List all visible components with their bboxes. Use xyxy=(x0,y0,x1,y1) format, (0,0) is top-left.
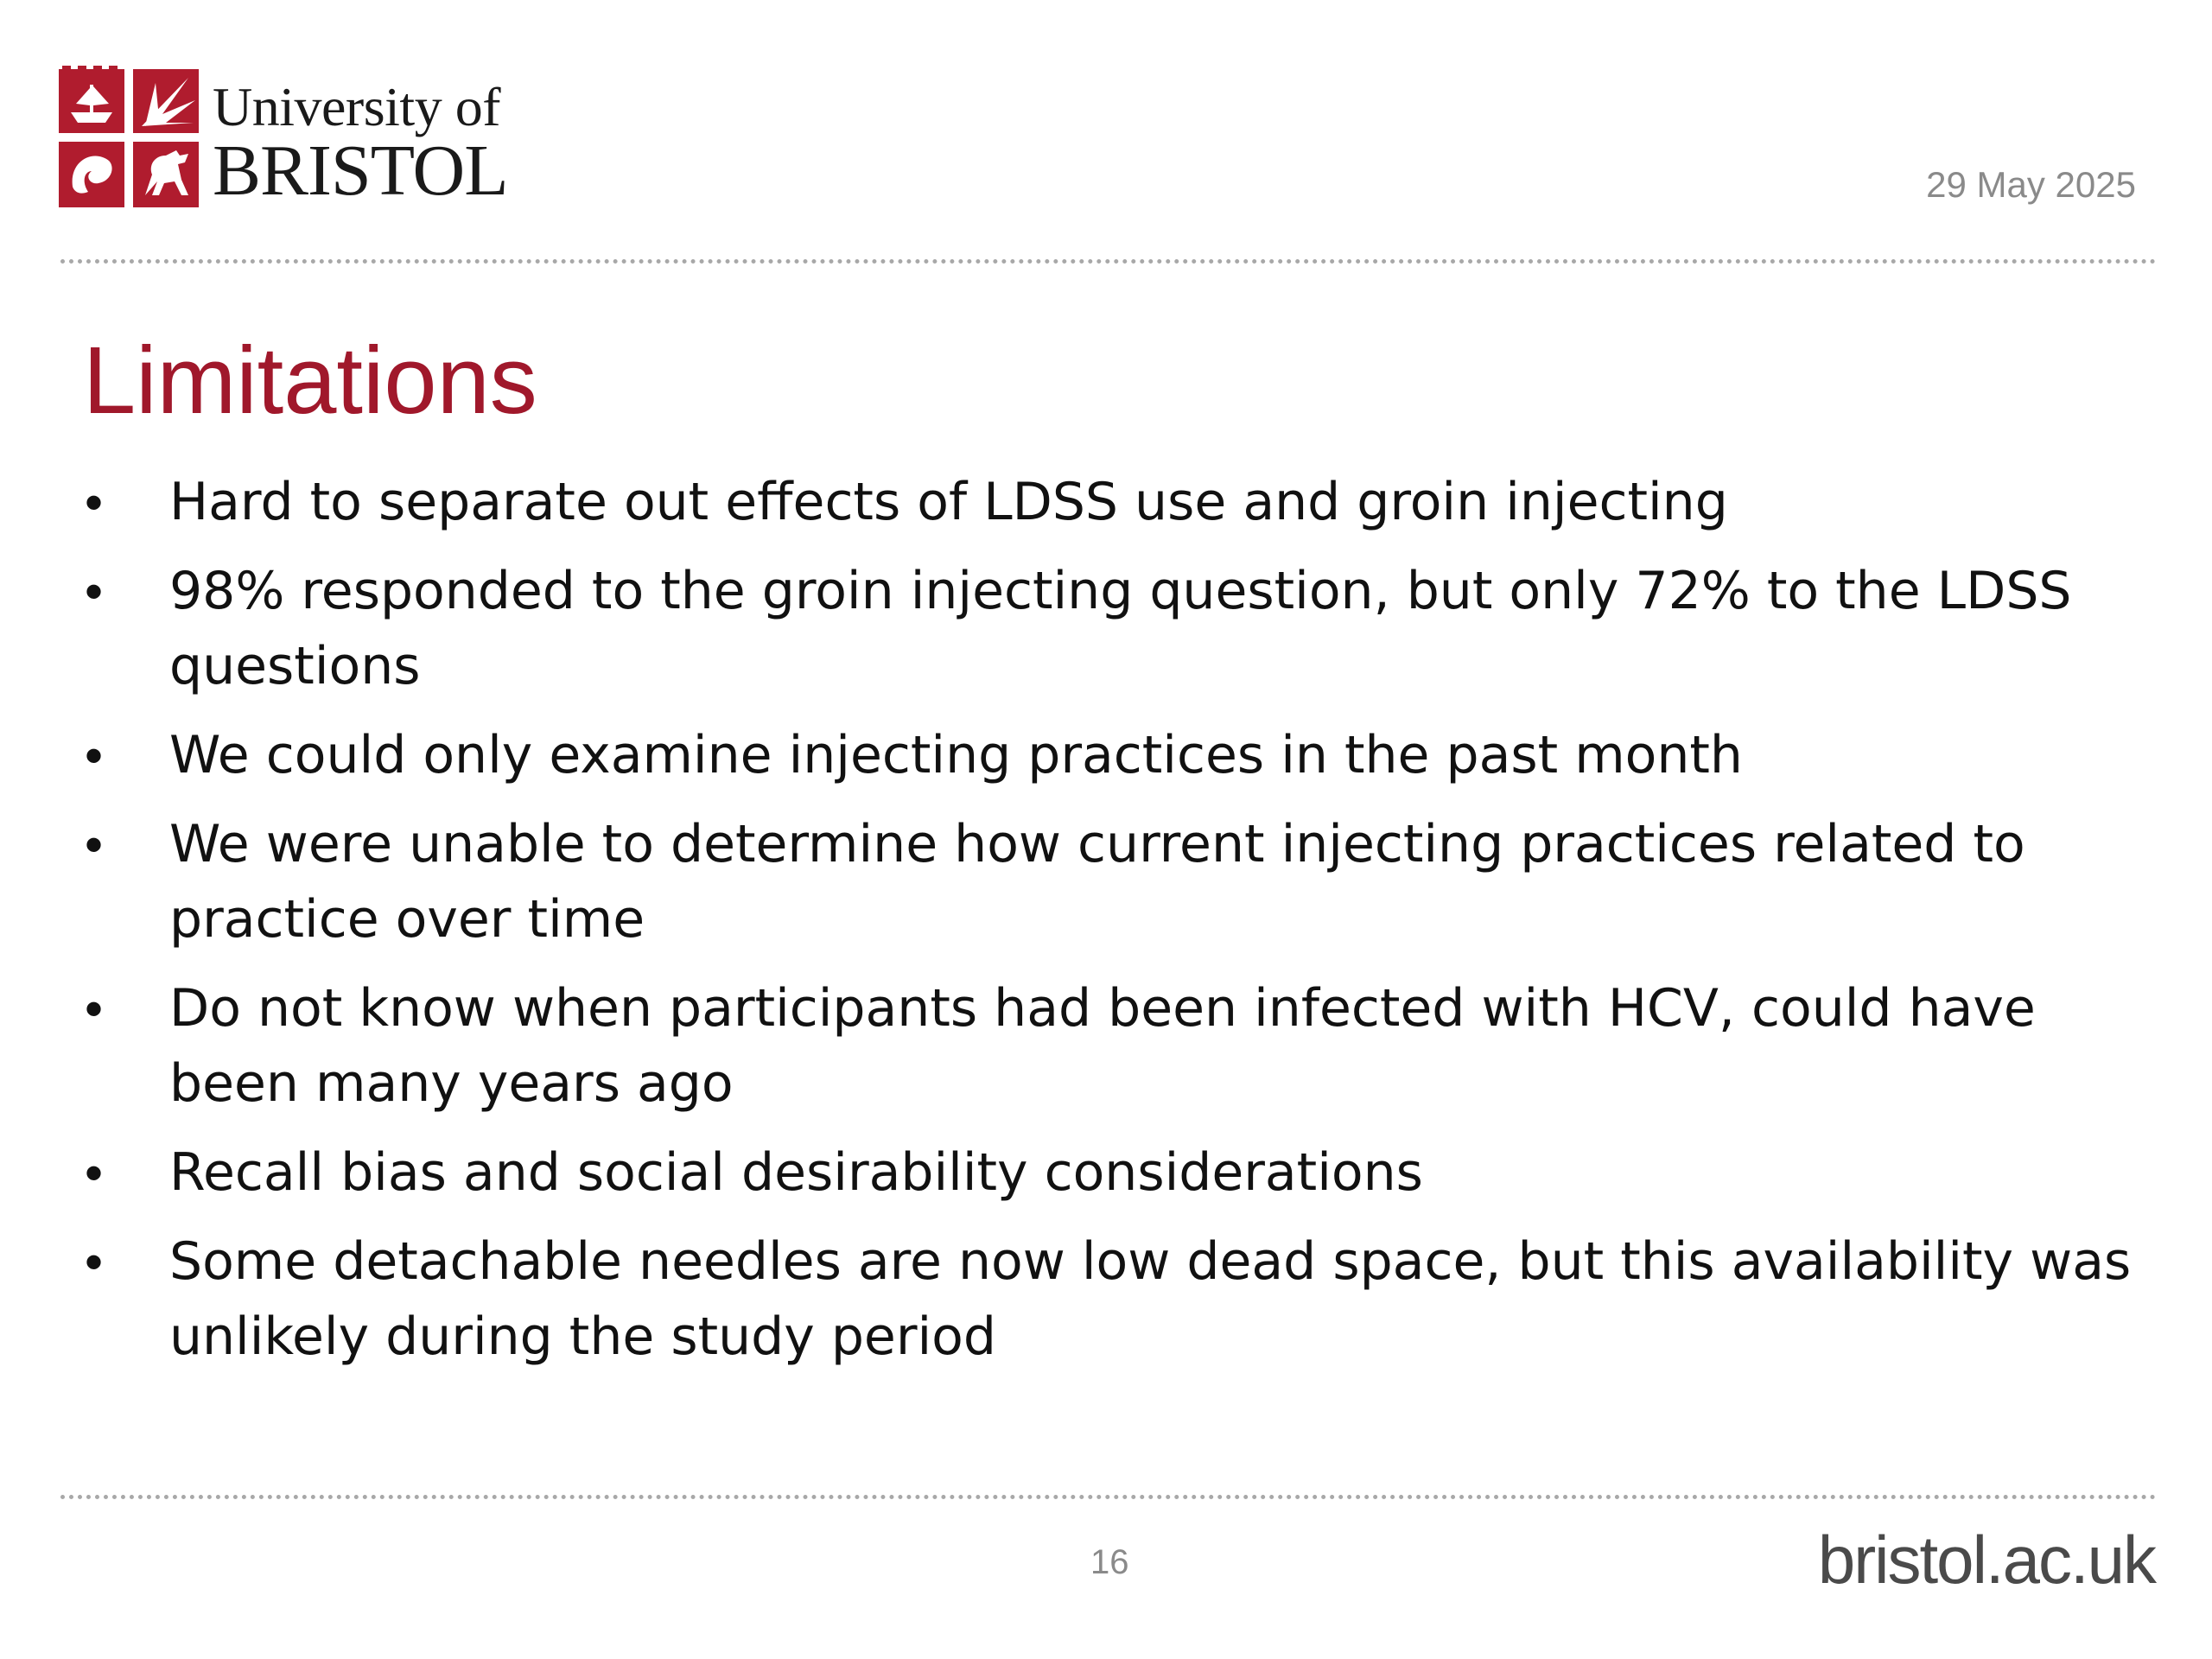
logo-line-bristol: BRISTOL xyxy=(213,130,508,211)
bullet-icon: • xyxy=(85,1144,104,1202)
bullet-item xyxy=(83,465,2157,540)
bullet-icon: • xyxy=(85,474,104,531)
bullet-item xyxy=(83,554,2157,704)
bullet-list xyxy=(83,465,2157,1389)
footer-website: bristol.ac.uk xyxy=(1817,1522,2155,1598)
bullet-item xyxy=(83,971,2157,1122)
bullet-text: Hard to separate out effects of LDSS use and groin injecting xyxy=(169,472,1728,532)
footer-divider xyxy=(60,1495,2157,1499)
slide-title: Limitations xyxy=(83,327,537,434)
bullet-text: 98% responded to the groin injecting question, but only 72% to the LDSS questions xyxy=(169,561,2072,696)
university-logo xyxy=(59,66,543,213)
bullet-icon: • xyxy=(85,980,104,1038)
bullet-icon: • xyxy=(85,727,104,785)
bullet-text: Do not know when participants had been infected with HCV, could have been many years ago xyxy=(169,978,2036,1114)
bullet-item xyxy=(83,718,2157,793)
page-number: 16 xyxy=(1090,1543,1129,1581)
logo-line-university-of: University of xyxy=(213,76,500,137)
bullet-item xyxy=(83,1224,2157,1375)
bullet-text: Recall bias and social desirability considerations xyxy=(169,1142,1423,1203)
bullet-text: Some detachable needles are now low dead space, but this availability was unlikely during the study period xyxy=(169,1231,2132,1367)
bullet-text: We could only examine injecting practices in the past month xyxy=(169,725,1743,785)
slide-date: 29 May 2025 xyxy=(1926,164,2136,205)
university-wordmark xyxy=(213,76,550,211)
university-crest-icon xyxy=(59,66,199,207)
bullet-item xyxy=(83,1135,2157,1211)
bullet-icon: • xyxy=(85,563,104,620)
bullet-text: We were unable to determine how current injecting practices related to practice over time xyxy=(169,814,2025,950)
bullet-icon: • xyxy=(85,1233,104,1291)
bullet-icon: • xyxy=(85,816,104,874)
bullet-item xyxy=(83,807,2157,957)
header-divider xyxy=(60,259,2157,264)
